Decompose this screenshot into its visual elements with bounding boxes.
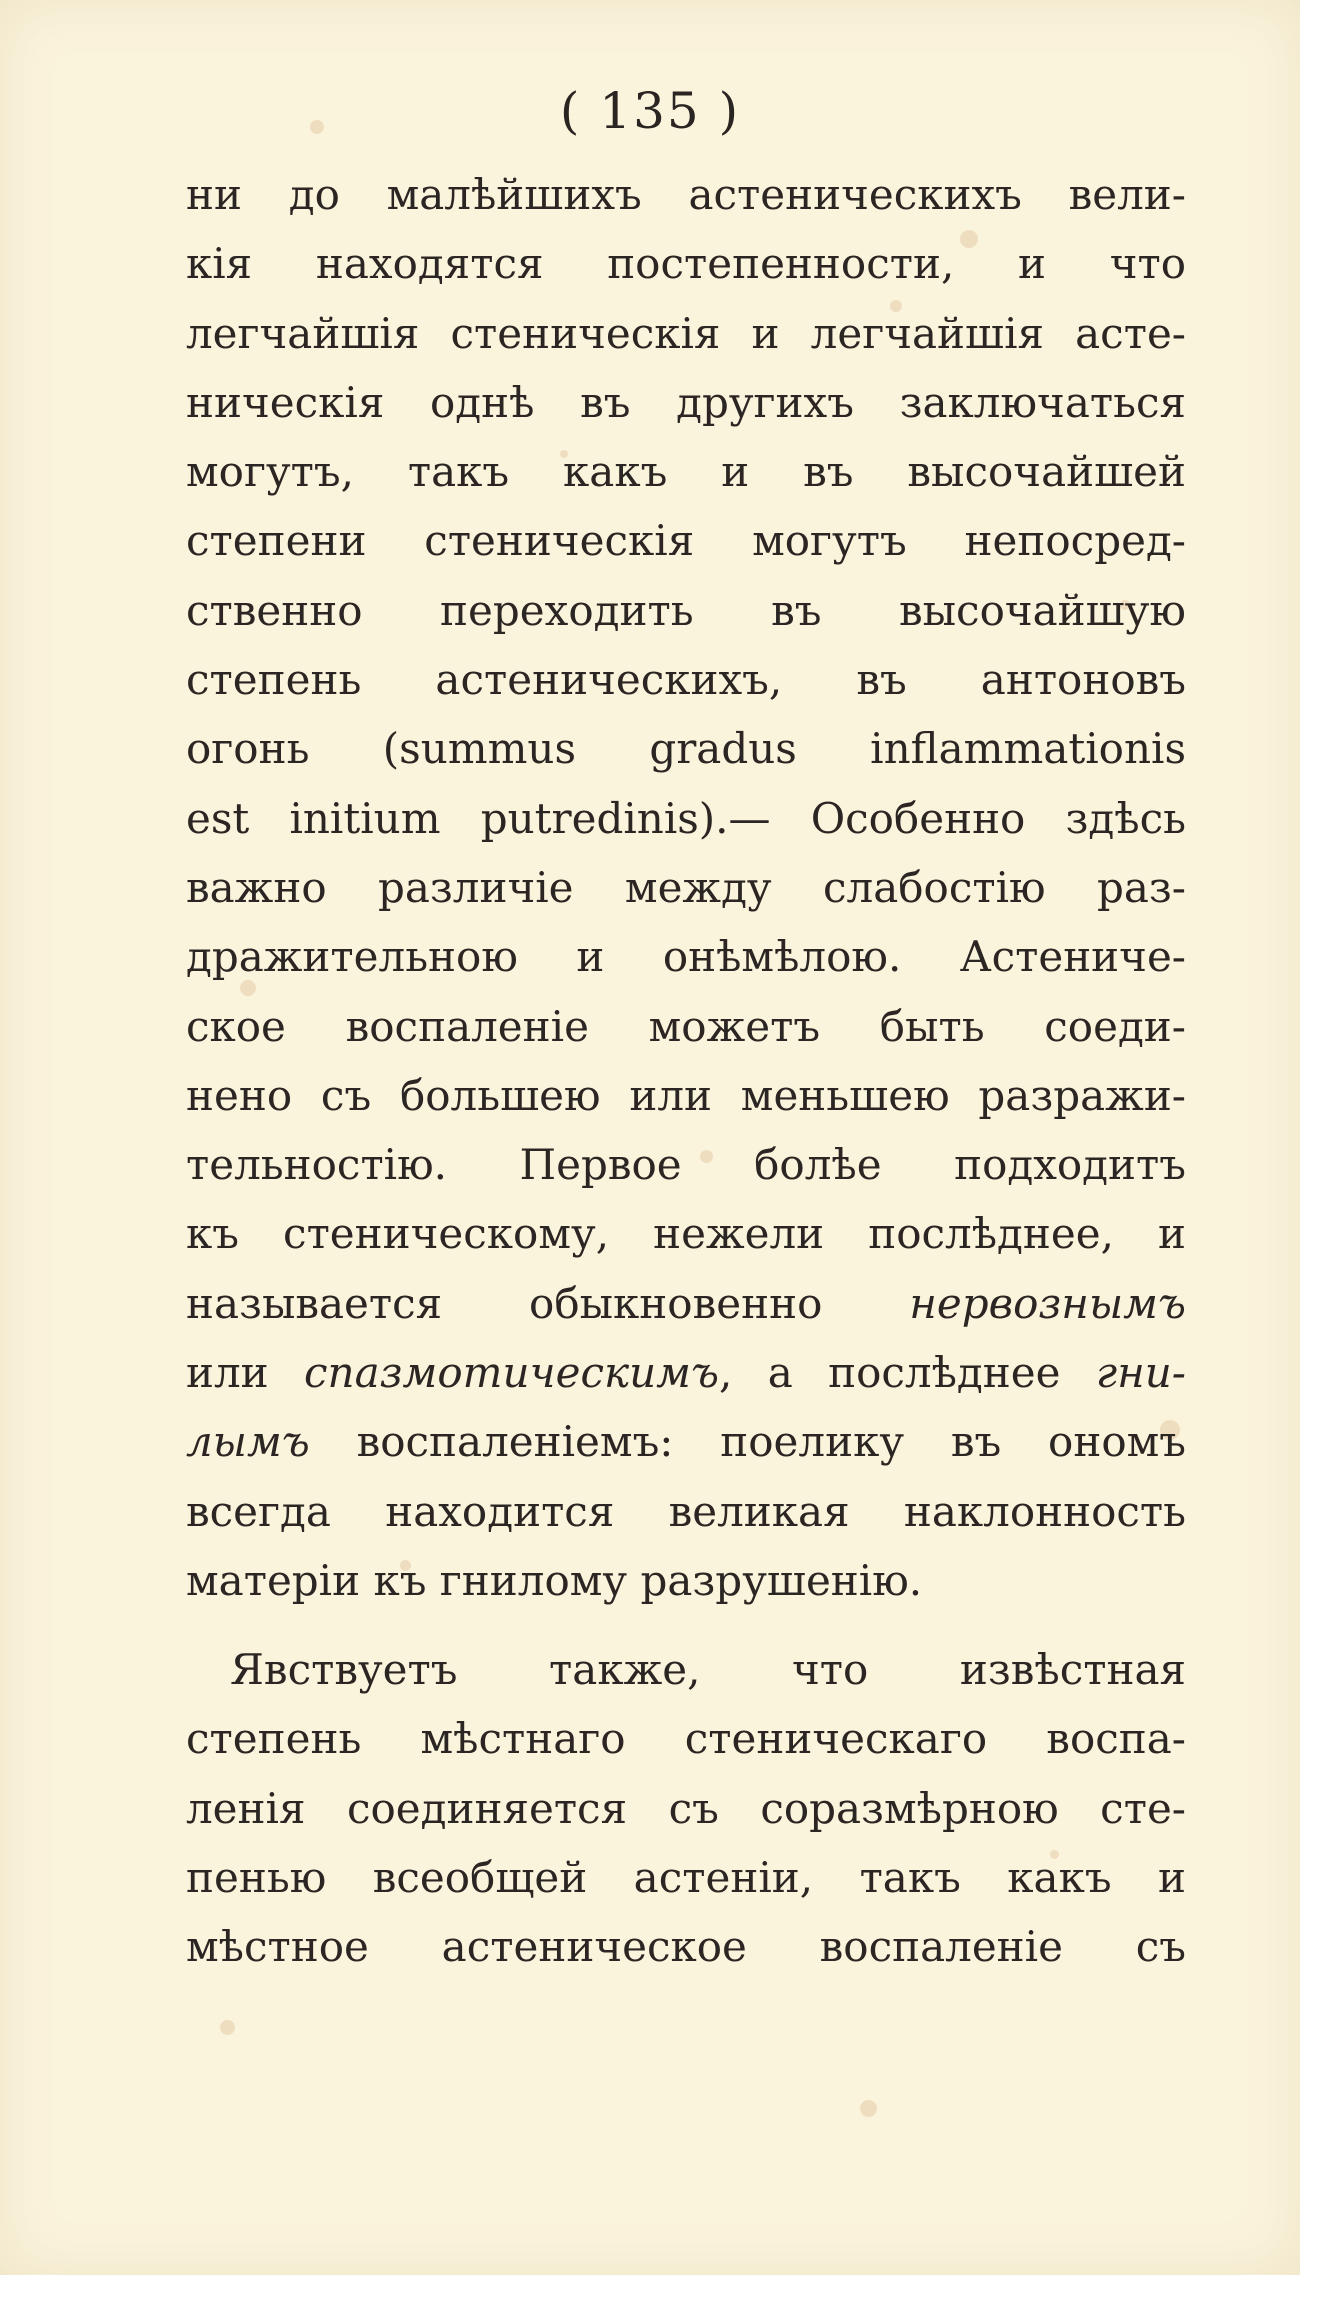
text-line: ническія однѣ въ другихъ заключаться: [186, 377, 1186, 427]
text-run: или: [186, 1348, 269, 1398]
text-line: ское воспаленіе можетъ быть соеди-: [186, 1001, 1186, 1051]
text-line: степени стеническія могутъ непосред-: [186, 516, 1186, 566]
foxing-spot: [860, 2100, 877, 2117]
paragraph-2: [186, 1635, 1186, 1981]
text-line: тельностію. Первое болѣе подходитъ: [186, 1140, 1186, 1190]
foxing-spot: [220, 2020, 235, 2035]
text-line: ни до малѣйшихъ астеническихъ вели-: [186, 170, 1186, 219]
text-line: дражительною и онѣмѣлою. Астениче-: [186, 932, 1186, 982]
page-number: ( 135 ): [559, 82, 741, 140]
italic-term: гни-: [1095, 1348, 1186, 1398]
text-line: нено съ большею или меньшею разражи-: [186, 1070, 1186, 1120]
page-margin-right: [1300, 0, 1335, 2299]
text-line: матеріи къ гнилому разрушенію.: [186, 1555, 923, 1605]
text-line: легчайшія стеническія и легчайшія асте-: [186, 308, 1186, 358]
text-run: , а послѣднее: [719, 1348, 1061, 1398]
italic-term: лымъ: [186, 1417, 310, 1467]
paragraph-1: [186, 160, 1186, 1615]
text-run: называется обыкновенно: [186, 1278, 823, 1328]
text-line: кія находятся постепенности, и что: [186, 239, 1186, 289]
text-line: мѣстное астеническое воспаленіе съ: [186, 1922, 1186, 1972]
page-margin-bottom: [0, 2275, 1335, 2299]
text-line: могутъ, такъ какъ и въ высочайшей: [186, 447, 1186, 497]
text-line: Явствуетъ также, что извѣстная: [230, 1645, 1186, 1694]
text-line-mixed: [186, 1338, 1186, 1407]
text-line: къ стеническому, нежели послѣднее, и: [186, 1209, 1186, 1259]
text-line: важно различіе между слабостію раз-: [186, 862, 1186, 912]
text-line-mixed: [186, 1407, 1186, 1476]
italic-term: спазмотическимъ: [304, 1348, 719, 1398]
text-line: пенью всеобщей астеніи, такъ какъ и: [186, 1852, 1186, 1902]
text-line: всегда находится великая наклонность: [186, 1486, 1186, 1536]
text-run: воспаленіемъ: поелику въ ономъ: [356, 1417, 1186, 1467]
italic-term: нервознымъ: [909, 1278, 1186, 1328]
text-line: est initium putredinis).— Особенно здѣсь: [186, 793, 1186, 843]
text-line-mixed: [186, 1269, 1186, 1338]
text-line: степень астеническихъ, въ антоновъ: [186, 655, 1186, 705]
text-line: степень мѣстнаго стеническаго воспа-: [186, 1714, 1186, 1764]
text-line: огонь (summus gradus inflammationis: [186, 724, 1186, 774]
text-line: ленія соединяется съ соразмѣрною сте-: [186, 1783, 1186, 1833]
text-line: ственно переходить въ высочайшую: [186, 585, 1186, 635]
